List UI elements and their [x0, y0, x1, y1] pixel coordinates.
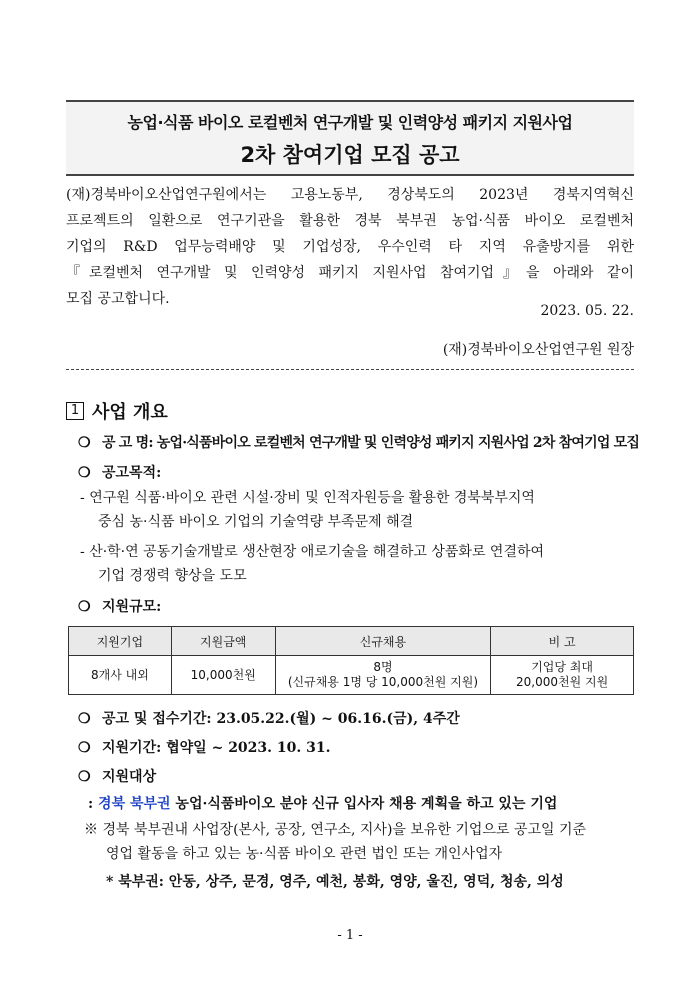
note-mark: ※	[84, 822, 98, 838]
intro-line: 모집 공고합니다.	[66, 291, 170, 307]
table-row	[69, 656, 634, 695]
bullet-circle-icon: ❍	[78, 435, 90, 451]
purpose-line: 중심 농·식품 바이오 기업의 기술역량 부족문제 해결	[98, 514, 414, 530]
support-scale-table	[68, 626, 634, 695]
target-colon: :	[88, 796, 94, 812]
remark-line: 20,000천원 지원	[516, 675, 609, 689]
table-header: 신규채용	[275, 627, 491, 656]
application-period-item	[78, 708, 460, 728]
announcement-date: 2023. 05. 22.	[540, 303, 634, 319]
purpose-line: 기업 경쟁력 향상을 도모	[98, 568, 247, 584]
purpose-line: 산·학·연 공동기술개발로 생산현장 애로기술을 해결하고 상품화로 연결하여	[89, 544, 545, 560]
target-item	[78, 766, 156, 786]
intro-paragraph	[66, 182, 634, 312]
purpose-detail-2	[80, 540, 636, 588]
purpose-line: 연구원 식품·바이오 관련 시설·장비 및 인적자원등을 활용한 경북북부지역	[89, 490, 535, 506]
purpose-label: 공고목적:	[102, 465, 162, 481]
application-period: 공고 및 접수기간: 23.05.22.(월) ~ 06.16.(금), 4주간	[102, 711, 460, 727]
note-line: 영업 활동을 하고 있는 농·식품 바이오 관련 법인 또는 개인사업자	[106, 846, 503, 862]
table-header: 지원기업	[69, 627, 172, 656]
target-label: 지원대상	[102, 769, 157, 785]
purpose-item	[78, 462, 161, 482]
support-period-item	[78, 737, 331, 757]
notice-name-value: 농업·식품바이오 로컬벤처 연구개발 및 인력양성 패키지 지원사업 2차 참여기업 모집	[156, 435, 640, 451]
scale-label: 지원규모:	[102, 599, 162, 615]
notice-name-label: 공 고 명:	[102, 435, 153, 451]
target-rest: 농업·식품바이오 분야 신규 입사자 채용 계획을 하고 있는 기업	[175, 796, 558, 812]
intro-line: 프로젝트의 일환으로 연구기관을 활용한 경북 북부권 농업·식품 바이오 로컬벤처	[66, 213, 634, 229]
note-line: 경북 북부권내 사업장(본사, 공장, 연구소, 지사)을 보유한 기업으로 공고일 기준	[102, 822, 587, 838]
bullet-circle-icon: ❍	[78, 465, 91, 481]
dash-mark: -	[80, 490, 85, 506]
remark-line: 기업당 최대	[531, 660, 593, 674]
intro-line: 『로컬벤처 연구개발 및 인력양성 패키지 지원사업 참여기업』을 아래와 같이	[66, 265, 634, 281]
table-header: 지원금액	[171, 627, 275, 656]
hiring-line: (신규채용 1명 당 10,000천원 지원)	[287, 675, 479, 689]
table-header: 비 고	[491, 627, 634, 656]
support-period: 지원기간: 협약일 ~ 2023. 10. 31.	[102, 740, 331, 756]
section-number-box: 1	[66, 402, 84, 420]
bullet-circle-icon: ❍	[78, 711, 91, 727]
bullet-circle-icon: ❍	[78, 599, 91, 615]
table-header-row	[69, 627, 634, 656]
title-line-2: 2차 참여기업 모집 공고	[240, 143, 460, 167]
target-highlight: 경북 북부권	[98, 796, 171, 812]
title-line-1: 농업·식품 바이오 로컬벤처 연구개발 및 인력양성 패키지 지원사업	[127, 113, 573, 132]
signer: (재)경북바이오산업연구원 원장	[442, 342, 634, 358]
dash-mark: -	[80, 544, 85, 560]
intro-line: (재)경북바이오산업연구원에서는 고용노동부, 경상북도의 2023년 경북지역혁신	[66, 187, 634, 203]
page-number: - 1 -	[337, 928, 363, 943]
intro-line: 기업의 R&D 업무능력배양 및 기업성장, 우수인력 타 지역 유출방지를 위한	[66, 239, 634, 255]
scale-item	[78, 596, 161, 616]
eligibility-note	[84, 818, 644, 866]
section-heading	[66, 398, 168, 424]
table-cell-companies: 8개사 내외	[69, 656, 172, 695]
bullet-circle-icon: ❍	[78, 740, 91, 756]
table-cell-remark	[491, 656, 634, 695]
table-cell-hiring	[275, 656, 491, 695]
target-description	[88, 793, 557, 813]
section-title: 사업 개요	[92, 402, 168, 423]
region-note: * 북부권: 안동, 상주, 문경, 영주, 예천, 봉화, 영양, 울진, 영덕, 청송, 의성	[106, 874, 564, 890]
title-box	[66, 100, 634, 176]
bullet-circle-icon: ❍	[78, 769, 91, 785]
hiring-line: 8명	[373, 660, 393, 674]
table-cell-amount: 10,000천원	[171, 656, 275, 695]
dashed-divider	[66, 369, 634, 370]
purpose-detail-1	[80, 486, 636, 534]
notice-name-item	[78, 432, 639, 452]
